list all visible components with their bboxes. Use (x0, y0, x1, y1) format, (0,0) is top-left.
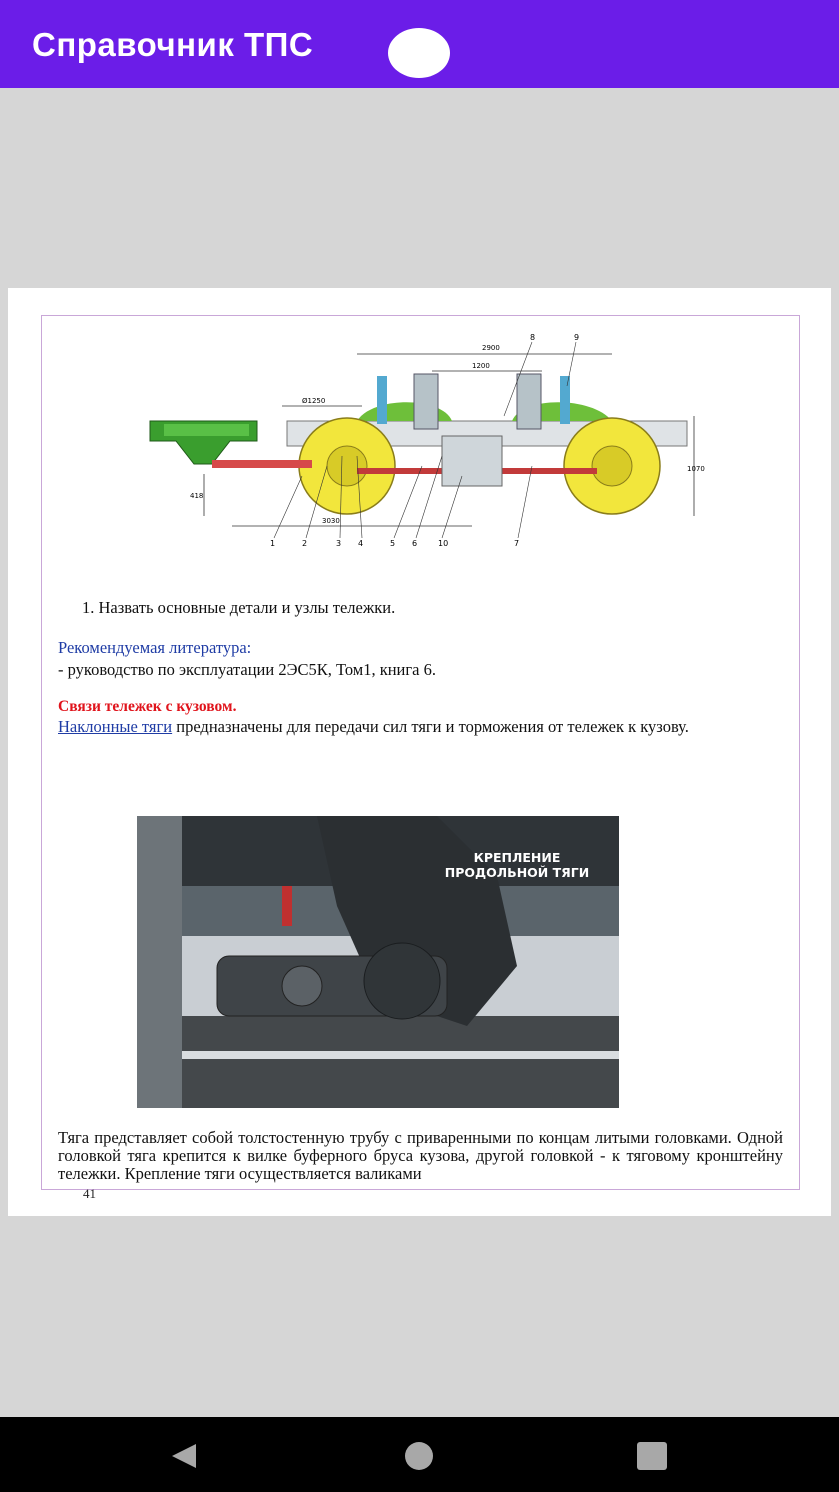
app-bar (0, 0, 839, 88)
traction-rod-photo (137, 816, 619, 1108)
callout-2: 2 (302, 539, 308, 548)
camera-cutout (388, 28, 450, 78)
document-page[interactable] (8, 288, 831, 1216)
callout-3: 3 (336, 539, 342, 548)
photo-caption: КРЕПЛЕНИЕ ПРОДОЛЬНОЙ ТЯГИ (444, 850, 590, 880)
callout-5: 5 (390, 539, 396, 548)
bogie-diagram (142, 326, 705, 556)
navigation-bar (0, 1417, 839, 1492)
page-number: 41 (83, 1186, 96, 1201)
paragraph-traction-rods (58, 718, 783, 736)
callout-4: 4 (358, 539, 364, 548)
dim-1070: 1070 (687, 465, 705, 473)
callout-10: 10 (438, 539, 449, 548)
app-title: Справочник ТПС (32, 26, 314, 63)
paragraph-text: предназначены для передачи сил тяги и торможения от тележек к кузову. (172, 717, 689, 736)
dim-418: 418 (190, 492, 204, 500)
inclined-rods-link[interactable]: Наклонные тяги (58, 717, 173, 736)
question-item: 1. Назвать основные детали и узлы тележки. (82, 598, 396, 617)
callout-1: 1 (270, 539, 276, 548)
literature-heading: Рекомендуемая литература: (58, 638, 252, 657)
paragraph-rod-description: Тяга представляет собой толстостенную трубу с приваренными по концам литыми головками. Одной головкой тяга крепится к вилке буферного бруса кузова, другой головкой - к тяговому кронштейну тележки. Крепление тяги осуществляется валиками (58, 1128, 783, 1183)
home-icon[interactable] (405, 1442, 433, 1470)
dim-1250: Ø1250 (302, 397, 326, 405)
dim-1200: 1200 (472, 362, 490, 370)
back-icon[interactable] (168, 1442, 200, 1470)
dim-2900: 2900 (482, 344, 500, 352)
section-heading: Связи тележек с кузовом. (58, 698, 237, 715)
literature-item: - руководство по эксплуатации 2ЭС5К, Том1, книга 6. (58, 660, 436, 679)
page-frame (41, 315, 800, 1190)
callout-8: 8 (530, 333, 536, 342)
dim-3030: 3030 (322, 517, 340, 525)
callout-7: 7 (514, 539, 520, 548)
callout-9: 9 (574, 333, 580, 342)
recents-icon[interactable] (637, 1442, 667, 1470)
callout-6: 6 (412, 539, 418, 548)
